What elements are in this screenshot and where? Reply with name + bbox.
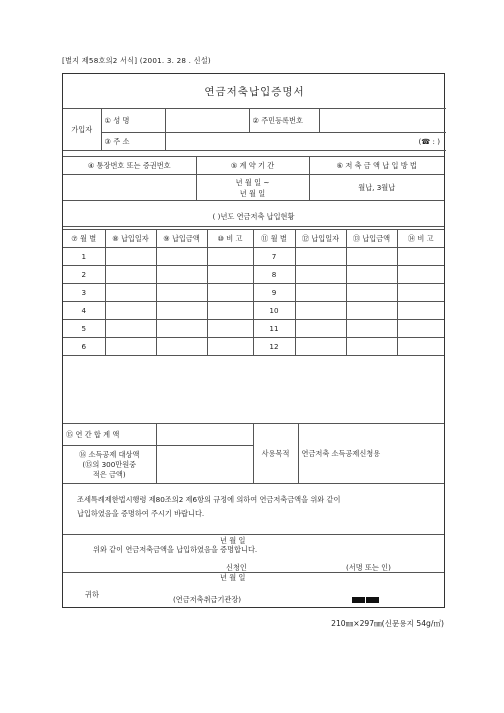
month-number: 10 (253, 302, 295, 320)
month-number: 3 (63, 284, 105, 302)
rrn-label: ② 주민등록번호 (249, 109, 319, 133)
month-number: 1 (63, 248, 105, 266)
payment-amount-field[interactable] (346, 266, 397, 284)
issuer-label: (연금저축취급기관장) (173, 595, 242, 604)
month-number: 11 (253, 320, 295, 338)
monthly-header-cell: ⑨ 납입금액 (156, 230, 207, 248)
payment-amount-field[interactable] (156, 302, 207, 320)
payment-date-field[interactable] (105, 302, 156, 320)
remarks-field[interactable] (207, 266, 253, 284)
form-title: 연금저축납입증명서 (63, 74, 446, 109)
period-end: 년 월 일 (239, 188, 266, 198)
applicant-label: 신청인 (226, 563, 247, 572)
payment-date-field[interactable] (295, 302, 346, 320)
address-field[interactable]: (☎ : ) (165, 133, 446, 151)
subscriber-table (63, 74, 446, 151)
remarks-field[interactable] (397, 266, 444, 284)
deduction-target-label: ⑯ 소득공제 대상액 (⑮의 300만원중 적은 금액) (63, 446, 156, 484)
purpose-label: 사용목적 (253, 424, 298, 484)
payment-amount-field[interactable] (156, 284, 207, 302)
monthly-payment-table (63, 229, 444, 356)
month-number: 9 (253, 284, 295, 302)
deduction-target-field[interactable] (156, 446, 253, 484)
monthly-header-cell: ⑪ 월 별 (253, 230, 295, 248)
address-label: ③ 주 소 (101, 133, 165, 151)
payment-date-field[interactable] (105, 320, 156, 338)
certify-section (63, 534, 444, 607)
account-number-label: ④ 통장번호 또는 증권번호 (63, 157, 196, 175)
remarks-field[interactable] (397, 338, 444, 356)
remarks-field[interactable] (397, 320, 444, 338)
recipient-label: 귀하 (85, 590, 99, 599)
monthly-row (63, 266, 444, 284)
payment-date-field[interactable] (295, 338, 346, 356)
month-number: 6 (63, 338, 105, 356)
payment-amount-field[interactable] (346, 248, 397, 266)
paper-size-footer: 210㎜×297㎜(신문용지 54g/㎡) (331, 619, 444, 628)
month-number: 5 (63, 320, 105, 338)
signature-label: (서명 또는 인) (346, 563, 391, 572)
form-number-header: [별지 제58호의2 서식] (2001. 3. 28 . 신설) (62, 56, 211, 65)
monthly-header-cell: ⑫ 납입일자 (295, 230, 346, 248)
monthly-row (63, 284, 444, 302)
monthly-header-cell: ⑩ 비 고 (207, 230, 253, 248)
monthly-row (63, 320, 444, 338)
month-number: 4 (63, 302, 105, 320)
contract-period-label: ⑤ 계 약 기 간 (196, 157, 309, 175)
payment-date-field[interactable] (105, 338, 156, 356)
subscriber-label: 가입자 (63, 109, 101, 151)
payment-date-field[interactable] (295, 284, 346, 302)
name-field[interactable] (165, 109, 249, 133)
payment-date-field[interactable] (105, 284, 156, 302)
month-number: 8 (253, 266, 295, 284)
remarks-field[interactable] (207, 302, 253, 320)
month-number: 7 (253, 248, 295, 266)
payment-amount-field[interactable] (346, 284, 397, 302)
payment-date-field[interactable] (295, 248, 346, 266)
remarks-field[interactable] (397, 248, 444, 266)
payment-amount-field[interactable] (346, 320, 397, 338)
period-start: 년 월 일 ~ (235, 177, 270, 187)
remarks-field[interactable] (207, 248, 253, 266)
account-number-field[interactable] (63, 175, 196, 201)
month-number: 2 (63, 266, 105, 284)
name-label: ① 성 명 (101, 109, 165, 133)
remarks-field[interactable] (397, 302, 444, 320)
remarks-field[interactable] (207, 320, 253, 338)
seal-stamp (351, 595, 379, 604)
totals-table (63, 423, 444, 484)
monthly-row (63, 248, 444, 266)
payment-method-label: ⑥ 저 축 금 액 납 입 방 법 (309, 157, 444, 175)
month-number: 12 (253, 338, 295, 356)
certificate-form (62, 73, 445, 608)
request-text-line1: 조세특례제한법시행령 제80조의2 제6항의 규정에 의하여 연금저축금액을 위와 같이 (77, 495, 341, 504)
annual-total-field[interactable] (156, 424, 253, 446)
monthly-row (63, 338, 444, 356)
payment-amount-field[interactable] (156, 248, 207, 266)
monthly-header-cell: ⑦ 월 별 (63, 230, 105, 248)
monthly-header-cell: ⑧ 납입일자 (105, 230, 156, 248)
monthly-header-cell: ⑭ 비 고 (397, 230, 444, 248)
monthly-header-cell: ⑬ 납입금액 (346, 230, 397, 248)
payment-amount-field[interactable] (156, 320, 207, 338)
payment-method-value: 월납, 3월납 (309, 175, 444, 201)
annual-total-label: ⑮ 연 간 합 계 액 (63, 424, 156, 446)
payment-amount-field[interactable] (346, 302, 397, 320)
contract-table (63, 156, 444, 201)
certify-date: 년 월 일 (220, 573, 246, 582)
certify-text: 위와 같이 연금저축금액을 납입하였음을 증명합니다. (93, 545, 258, 554)
remarks-field[interactable] (397, 284, 444, 302)
monthly-row (63, 302, 444, 320)
payment-amount-field[interactable] (156, 338, 207, 356)
payment-amount-field[interactable] (346, 338, 397, 356)
monthly-header-row (63, 230, 444, 248)
payment-date-field[interactable] (105, 266, 156, 284)
request-date: 년 월 일 (220, 536, 246, 545)
payment-status-title: ( )년도 연금저축 납입현황 (63, 207, 444, 227)
payment-date-field[interactable] (295, 266, 346, 284)
rrn-field[interactable] (319, 109, 446, 133)
payment-date-field[interactable] (105, 248, 156, 266)
contract-period-field[interactable] (196, 175, 309, 201)
remarks-field[interactable] (207, 338, 253, 356)
payment-date-field[interactable] (295, 320, 346, 338)
request-text-line2: 납입하였음을 증명하여 주시기 바랍니다. (77, 509, 205, 518)
purpose-value: 연금저축 소득공제신청용 (298, 424, 444, 484)
remarks-field[interactable] (207, 284, 253, 302)
payment-amount-field[interactable] (156, 266, 207, 284)
